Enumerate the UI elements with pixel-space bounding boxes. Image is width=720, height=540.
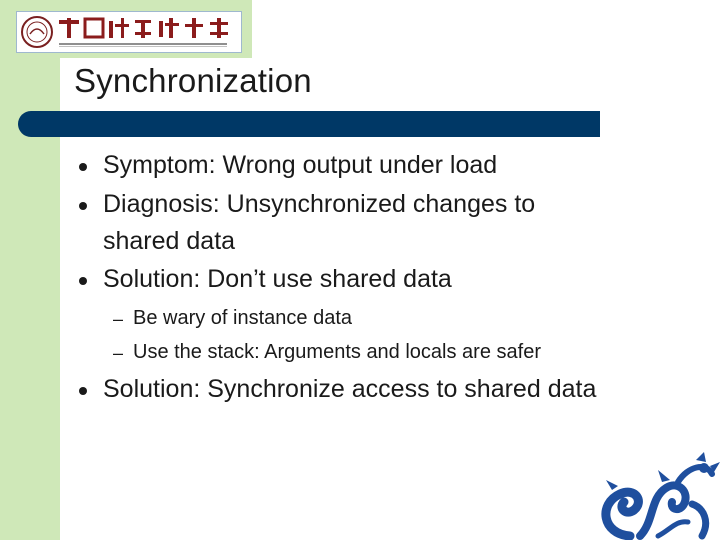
sub-bullet-dash: – [113, 309, 124, 329]
sub-bullet-dash: – [113, 343, 124, 363]
bullet-text: Solution: Don’t use shared data [103, 265, 452, 293]
bullet-text: Solution: Synchronize access to shared data [103, 375, 597, 403]
bullet-dot [79, 202, 87, 210]
slide-title: Synchronization [74, 62, 312, 99]
bullet-text: Symptom: Wrong output under load [103, 151, 498, 179]
bullet-dot [79, 277, 87, 285]
bullet-text-continued: shared data [103, 227, 236, 255]
dragon-emblem-icon [592, 452, 720, 540]
bullet-text: Diagnosis: Unsynchronized changes to [103, 190, 536, 218]
bullet-dot [79, 387, 87, 395]
university-logo [16, 11, 242, 53]
title-underline-bar [18, 111, 600, 137]
left-decor-band [0, 0, 60, 540]
sub-bullet-text: Use the stack: Arguments and locals are safer [133, 341, 541, 363]
sub-bullet-text: Be wary of instance data [133, 307, 353, 329]
bullet-dot [79, 163, 87, 171]
